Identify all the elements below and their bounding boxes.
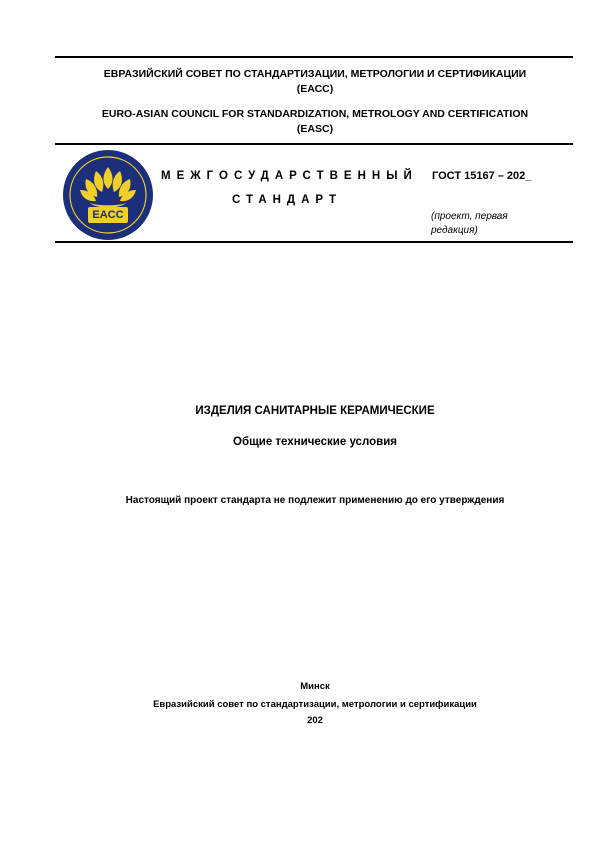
document-subtitle: Общие технические условия — [233, 436, 397, 448]
org-name-en-line1: EURO-ASIAN COUNCIL FOR STANDARDIZATION, METROLOGY AND CERTIFICATION — [101, 108, 529, 120]
middle-rule — [55, 143, 573, 145]
org-name-en-line2: (EASC) — [296, 123, 334, 135]
standard-kind-line1: МЕЖГОСУДАРСТВЕННЫЙ — [161, 170, 418, 182]
org-name-ru-line1: ЕВРАЗИЙСКИЙ СОВЕТ ПО СТАНДАРТИЗАЦИИ, МЕТРОЛОГИИ И СЕРТИФИКАЦИИ — [103, 68, 527, 80]
bottom-rule — [55, 241, 573, 243]
standard-status — [431, 210, 551, 238]
org-name-ru — [60, 67, 570, 97]
footer-publisher: Евразийский совет по стандартизации, метрологии и сертификации — [153, 699, 477, 710]
document-title: ИЗДЕЛИЯ САНИТАРНЫЕ КЕРАМИЧЕСКИЕ — [195, 405, 435, 417]
easc-emblem-icon — [62, 149, 154, 241]
standard-status-line2: редакция) — [431, 225, 478, 236]
standard-kind-line2: СТАНДАРТ — [232, 194, 342, 206]
org-name-ru-line2: (ЕАСС) — [296, 83, 334, 95]
standard-number: ГОСТ 15167 – 202_ — [432, 170, 532, 182]
top-rule — [55, 56, 573, 58]
document-notice: Настоящий проект стандарта не подлежит применению до его утверждения — [125, 495, 505, 506]
org-name-en — [60, 107, 570, 137]
standard-status-line1: (проект, первая — [431, 211, 508, 222]
emblem-text: EACC — [92, 209, 124, 221]
footer-city: Минск — [300, 681, 330, 692]
footer-year: 202 — [307, 715, 323, 726]
